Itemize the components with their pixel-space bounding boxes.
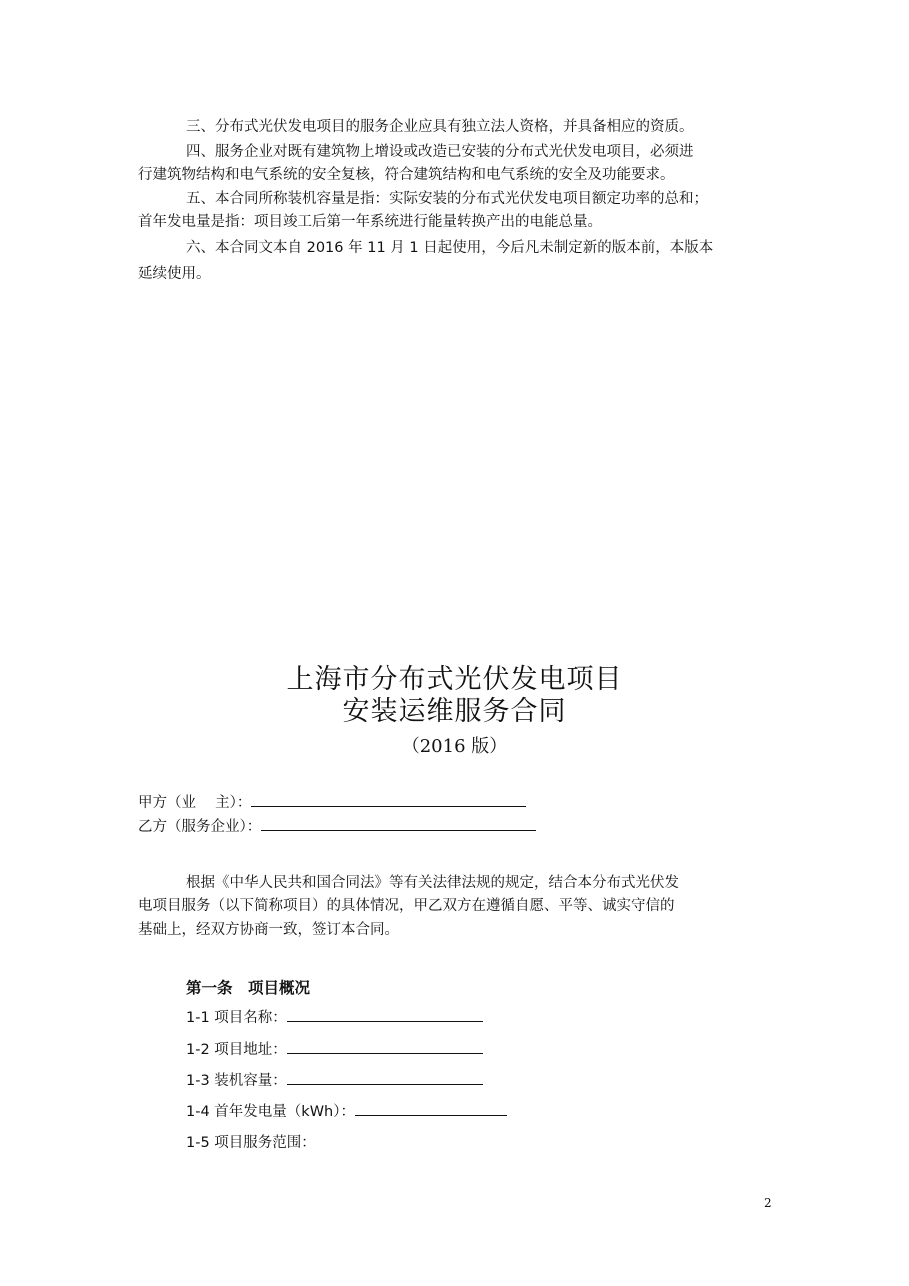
article1-item-5 bbox=[186, 1131, 316, 1155]
note-6-line1: 六、本合同文本自 2016 年 11 月 1 日起使用，今后凡未制定新的版本前，本版本 bbox=[186, 240, 714, 256]
note-3: 三、分布式光伏发电项目的服务企业应具有独立法人资格，并具备相应的资质。 bbox=[186, 119, 694, 135]
article1-item-3 bbox=[186, 1069, 483, 1093]
project-address-blank[interactable] bbox=[287, 1039, 483, 1054]
item-label: 1-3 装机容量： bbox=[186, 1073, 287, 1089]
party-a-blank[interactable] bbox=[251, 792, 526, 807]
item-label: 1-4 首年发电量（kWh）： bbox=[186, 1104, 355, 1120]
article1-heading: 第一条 项目概况 bbox=[186, 979, 311, 997]
contract-title-line2: 安装运维服务合同 bbox=[342, 696, 567, 727]
party-a-row bbox=[138, 791, 526, 815]
note-5-line1: 五、本合同所称装机容量是指：实际安装的分布式光伏发电项目额定功率的总和； bbox=[186, 191, 708, 207]
item-label: 1-1 项目名称： bbox=[186, 1010, 287, 1026]
preamble-line1: 根据《中华人民共和国合同法》等有关法律法规的规定，结合本分布式光伏发 bbox=[186, 875, 679, 891]
project-name-blank[interactable] bbox=[287, 1007, 483, 1022]
preamble-line3: 基础上，经双方协商一致，签订本合同。 bbox=[138, 922, 399, 938]
first-year-generation-blank[interactable] bbox=[355, 1101, 507, 1116]
item-label: 1-5 项目服务范围： bbox=[186, 1135, 316, 1151]
capacity-blank[interactable] bbox=[287, 1070, 483, 1085]
note-4-line1: 四、服务企业对既有建筑物上增设或改造已安装的分布式光伏发电项目，必须进 bbox=[186, 144, 694, 160]
party-b-blank[interactable] bbox=[261, 816, 536, 831]
contract-title-line1: 上海市分布式光伏发电项目 bbox=[286, 664, 623, 695]
article1-item-2 bbox=[186, 1038, 483, 1062]
contract-edition: （2016 版） bbox=[401, 736, 508, 757]
note-4-line2: 行建筑物结构和电气系统的安全复核，符合建筑结构和电气系统的安全及功能要求。 bbox=[138, 167, 675, 183]
party-a-label: 甲方（业 主）： bbox=[138, 795, 252, 811]
article1-item-1 bbox=[186, 1006, 483, 1030]
note-6-line2: 延续使用。 bbox=[138, 266, 211, 282]
party-b-label: 乙方（服务企业）： bbox=[138, 819, 262, 835]
party-b-row bbox=[138, 815, 536, 839]
article1-item-4 bbox=[186, 1100, 507, 1124]
item-label: 1-2 项目地址： bbox=[186, 1042, 287, 1058]
note-5-line2: 首年发电量是指：项目竣工后第一年系统进行能量转换产出的电能总量。 bbox=[138, 214, 602, 230]
preamble-line2: 电项目服务（以下简称项目）的具体情况，甲乙双方在遵循自愿、平等、诚实守信的 bbox=[138, 898, 675, 914]
page-number: 2 bbox=[764, 1196, 772, 1210]
